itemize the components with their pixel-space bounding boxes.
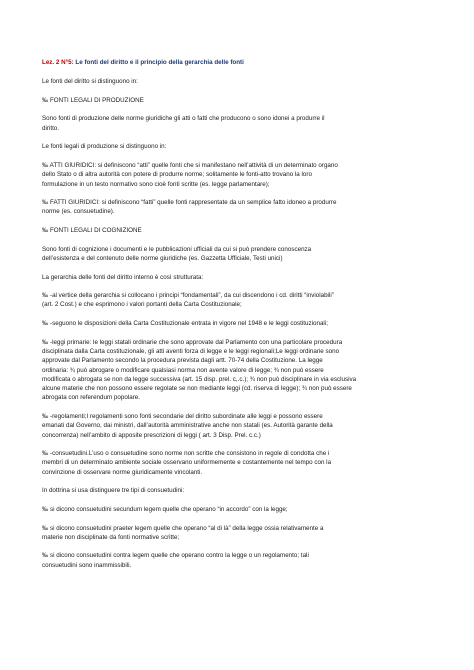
paragraph: Sono fonti di produzione delle norme giuridiche gli atti o fatti che producono o sono idonei a produrre il diritto. [42, 115, 325, 132]
list-item: ‰ -regolamenti;I regolamenti sono fonti secondarie del diritto subordinate alle leggi e possono essere emanati dal Governo, dai ministri, dall’autorità amministrative anche non statali (es. Autorità garante della concorrenza) nell’ambito di apposite prescrizioni di leggi ( art. 3 Disp. Prel. c.c.) [42, 412, 333, 439]
heading-cognition-sources: ‰ FONTI LEGALI DI COGNIZIONE [42, 227, 142, 235]
lesson-title [42, 58, 434, 67]
lesson-title-text: Le fonti del diritto e il principio della gerarchia delle fonti [73, 59, 244, 66]
paragraph: In dottrina si usa distinguere tre tipi di consuetudini: [42, 487, 185, 495]
list-item: ‰ -leggi primarie: le leggi statali ordinarie che sono approvate dal Parlamento con una particolare procedura disciplinata dalla Carta costituzionale, gli atti aventi forza di legge e le leggi regionali;Le leggi ordinarie sono approvate dal Parlamento secondo la procedura prevista dagli artt. 70-74 della Costituzione. La legge ordinaria: ¾ può abrogare o modificare qualsiasi norma non avente valore di legge; ¾ non può essere modificata o abrogata se non da legge successiva (art. 15 disp. prel. c,.c.); ¾ non può disciplinare in via esclusiva alcune materie che non possono essere regolate se non mediante leggi (cd. riserva di legge); ¾ non può essere abrogata con referendum popolare. [42, 338, 357, 402]
lesson-number: Lez. 2 N°5: [42, 59, 74, 66]
list-item: ‰ -al vertice della gerarchia si collocano i principi “fondamentali”, da cui discendono i cd. diritti “inviolabili” (art. 2 Cost.) e che esprimono i valori portanti della Carta Costituzionale; [42, 292, 334, 309]
paragraph: Sono fonti di cognizione i documenti e le pubblicazioni ufficiali da cui si può prendere conoscenza dell’esistenza e del contenuto delle norme giuridiche (es. Gazzetta Ufficiale, Testi unici) [42, 245, 312, 262]
list-item: ‰ -consuetudini.L’uso o consuetudine sono norme non scritte che consistono in regole di condotta che i membri di un determinato ambiente sociale osservano uniformemente e costantemente nel tempo con la convinzione di osservare norme giuridicamente vincolanti. [42, 450, 332, 476]
list-item: ‰ si dicono consuetudini praeter legem quelle che operano “al di là” della legge ossia relativamente a materie non disciplinate da fonti normative scritte; [42, 524, 324, 541]
intro-line: Le fonti del diritto si distinguono in: [42, 78, 138, 86]
paragraph-legal-facts: ‰ FATTI GIURIDICI: si definiscono “fatti” quelle fonti rappresentate da un semplice fatto idoneo a produrre norme (es. consuetudine). [42, 199, 337, 216]
paragraph: La gerarchia delle fonti del diritto interno è così strutturata: [42, 273, 204, 281]
list-item: ‰ -seguono le disposizioni della Carta Costituzionale entrata in vigore nel 1948 e le leggi costituzionali; [42, 320, 328, 328]
heading-production-sources: ‰ FONTI LEGALI DI PRODUZIONE [42, 96, 144, 104]
list-item: ‰ si dicono consuetudini secundum legem quelle che operano “in accordo” con la legge; [42, 505, 288, 513]
list-item: ‰ si dicono consuetudini contra legem quelle che operano contro la legge o un regolamento; tali consuetudini sono inammissibili. [42, 552, 309, 569]
document-page [42, 58, 434, 579]
paragraph-legal-acts: ‰ ATTI GIURIDICI: si definiscono “atti” quelle fonti che si manifestano nell’attività di un determinato organo dello Stato o di altra autorità con potere di produrre norme; solitamente le fonti-atto trovano la loro formulazione in un testo normativo sono cioè fonti scritte (es. legge parlamentare); [42, 161, 338, 188]
paragraph: Le fonti legali di produzione si distinguono in: [42, 143, 167, 151]
